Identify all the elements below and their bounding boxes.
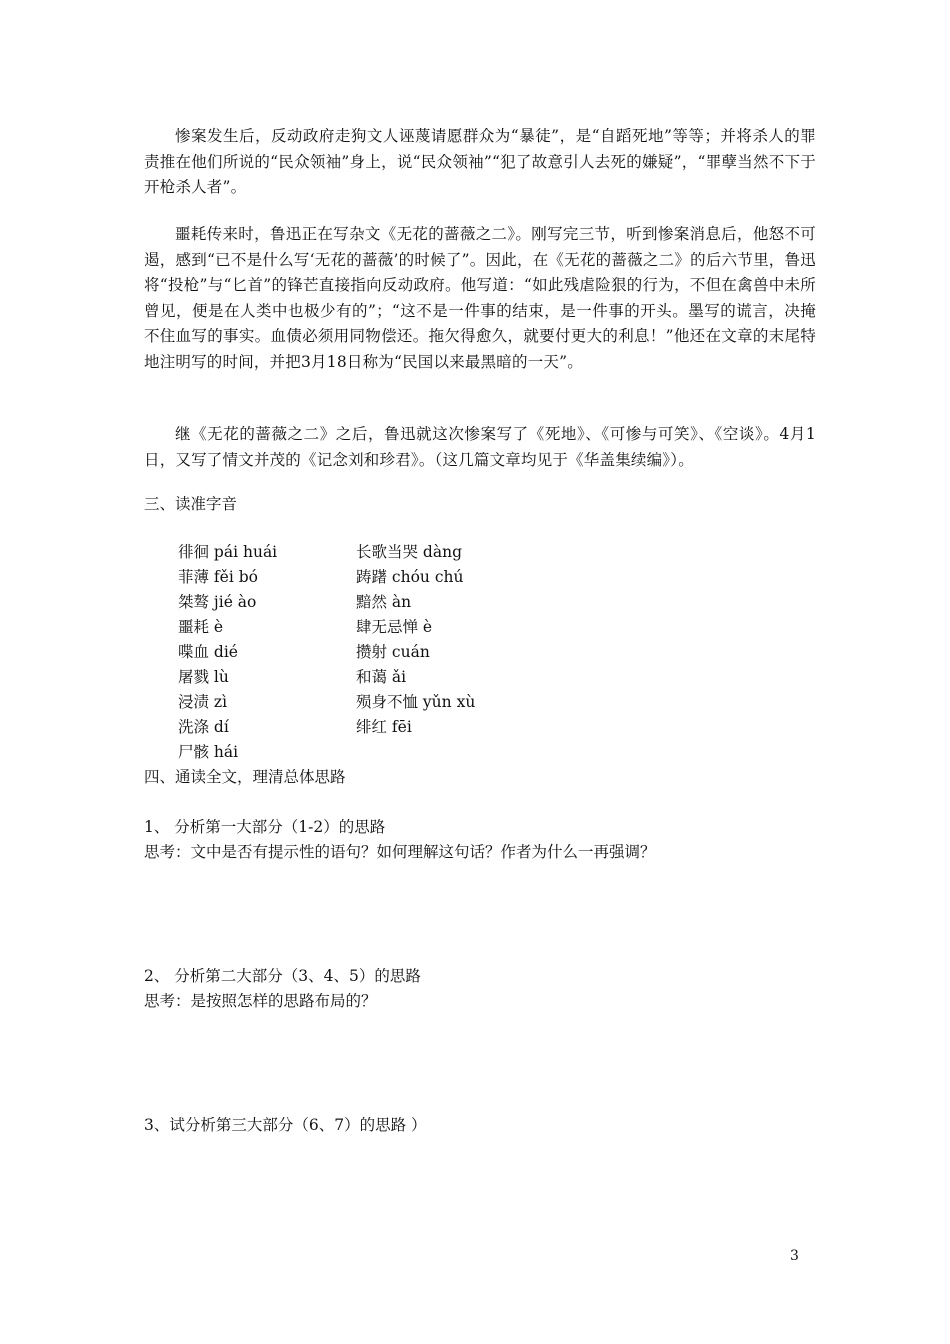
vocab-item: 黯然 àn [356, 593, 412, 611]
question-part-one-think: 思考：文中是否有提示性的语句？如何理解这句话？作者为什么一再强调？ [144, 843, 656, 861]
vocab-item: 尸骸 hái [178, 743, 239, 761]
question-part-two-think: 思考：是按照怎样的思路布局的？ [144, 992, 377, 1010]
vocab-item: 踌躇 chóu chú [356, 568, 464, 586]
vocab-item: 屠戮 lù [178, 668, 229, 686]
question-part-two: 2、 分析第二大部分（3、4、5）的思路 [144, 967, 421, 985]
vocab-item: 和蔼 ǎi [356, 668, 407, 686]
vocab-item: 攒射 cuán [356, 643, 430, 661]
vocab-item: 长歌当哭 dàng [356, 543, 462, 561]
paragraph-luxun-writing: 噩耗传来时，鲁迅正在写杂文《无花的蔷薇之二》。刚写完三节，听到惨案消息后，他怒不可遏，感到“已不是什么写‘无花的蔷薇’的时候了”。因此，在《无花的蔷薇之二》的后六节里，鲁迅将“投枪”与“匕首”的锋芒直接指向反动政府。他写道：“如此残虐险狠的行为，不但在禽兽中未所曾见，便是在人类中也极少有的”；“这不是一件事的结束，是一件事的开头。墨写的谎言，决掩不住血写的事实。血债必须用同物偿还。拖欠得愈久，就要付更大的利息！”他还在文章的末尾特地注明写的时间，并把3月18日称为“民国以来最黑暗的一天”。 [144, 225, 816, 371]
paragraph-massacre-aftermath: 惨案发生后，反动政府走狗文人诬蔑请愿群众为“暴徒”，是“自蹈死地”等等；并将杀人的罪责推在他们所说的“民众领袖”身上，说“民众领袖”“犯了故意引人去死的嫌疑”，“罪孽当然不下于开枪杀人者”。 [144, 127, 816, 197]
question-part-three: 3、试分析第三大部分（6、7）的思路 ） [144, 1116, 427, 1134]
vocab-item: 洗涤 dí [178, 718, 229, 736]
vocab-item: 绯红 fēi [356, 718, 412, 736]
vocab-item: 噩耗 è [178, 618, 224, 636]
section-heading-overall-structure: 四、通读全文，理清总体思路 [144, 768, 346, 786]
vocab-item: 徘徊 pái huái [178, 543, 278, 561]
vocab-item: 肆无忌惮 è [356, 618, 433, 636]
vocab-item: 殒身不恤 yǔn xù [356, 693, 476, 711]
vocab-item: 菲薄 fěi bó [178, 568, 258, 586]
section-heading-pronunciation: 三、读准字音 [144, 495, 238, 513]
question-part-one: 1、 分析第一大部分（1-2）的思路 [144, 818, 386, 836]
vocab-item: 喋血 dié [178, 643, 238, 661]
paragraph-follow-up-essays: 继《无花的蔷薇之二》之后，鲁迅就这次惨案写了《死地》、《可惨与可笑》、《空谈》。4月1日，又写了情文并茂的《记念刘和珍君》。（这几篇文章均见于《华盖集续编》）。 [144, 425, 816, 469]
page-number: 3 [790, 1248, 799, 1264]
vocab-item: 桀骜 jié ào [178, 593, 257, 611]
vocab-item: 浸渍 zì [178, 693, 228, 711]
